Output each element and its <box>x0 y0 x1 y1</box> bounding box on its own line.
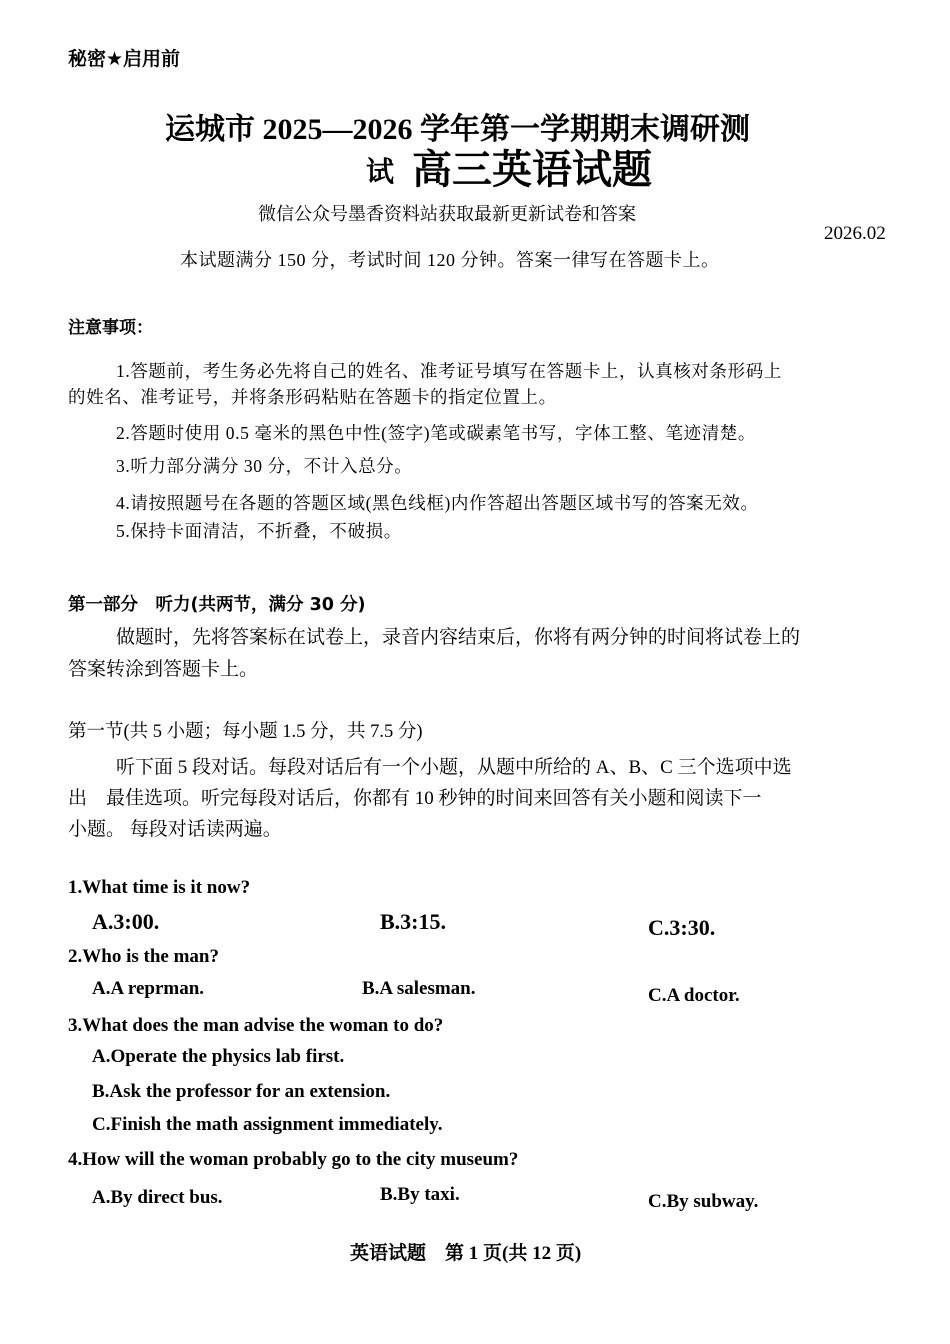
question-1-option-a: A.3:00. <box>92 909 160 934</box>
exam-date: 2026.02 <box>824 223 886 244</box>
part1-heading: 第一部分 听力(共两节，满分 30 分) <box>68 595 366 615</box>
section1-instruction-line-1: 听下面 5 段对话。每段对话后有一个小题，从题中所给的 A、B、C 三个选项中选 <box>116 757 792 778</box>
notice-item-4: 4.请按照题号在各题的答题区域(黑色线框)内作答超出答题区域书写的答案无效。 <box>116 493 759 513</box>
question-4-stem: 4.How will the woman probably go to the city museum? <box>68 1149 519 1170</box>
question-4-option-a: A.By direct bus. <box>92 1187 223 1208</box>
question-3-option-b: B.Ask the professor for an extension. <box>92 1081 391 1102</box>
notice-heading: 注意事项： <box>68 318 153 338</box>
question-2-option-b: B.A salesman. <box>362 978 476 999</box>
part1-intro-line-2: 答案转涂到答题卡上。 <box>68 659 259 680</box>
question-3-stem: 3.What does the man advise the woman to do? <box>68 1015 444 1036</box>
question-3-option-c: C.Finish the math assignment immediately. <box>92 1114 443 1135</box>
question-3-option-a: A.Operate the physics lab first. <box>92 1046 345 1067</box>
question-2-option-a: A.A reprman. <box>92 978 205 999</box>
question-2-stem: 2.Who is the man? <box>68 946 219 967</box>
notice-item-1-line-2: 的姓名、准考证号，并将条形码粘贴在答题卡的指定位置上。 <box>68 387 557 407</box>
watermark-line: 微信公众号墨香资料站获取最新更新试卷和答案 <box>258 204 636 224</box>
question-4-option-b: B.By taxi. <box>380 1184 460 1205</box>
page-footer: 英语试题 第 1 页(共 12 页) <box>350 1243 582 1264</box>
exam-title-line1: 运城市 2025—2026 学年第一学期期末调研测 <box>165 113 750 146</box>
section1-title: 第一节(共 5 小题；每小题 1.5 分，共 7.5 分) <box>68 722 423 742</box>
notice-item-3: 3.听力部分满分 30 分，不计入总分。 <box>116 456 413 476</box>
exam-info: 本试题满分 150 分，考试时间 120 分钟。答案一律写在答题卡上。 <box>180 250 720 270</box>
notice-item-1-line-1: 1.答题前，考生务必先将自己的姓名、准考证号填写在答题卡上，认真核对条形码上 <box>116 361 782 381</box>
part1-intro-line-1: 做题时，先将答案标在试卷上，录音内容结束后，你将有两分钟的时间将试卷上的 <box>116 627 801 648</box>
question-1-option-c: C.3:30. <box>648 915 716 940</box>
exam-title-line2-main: 高三英语试题 <box>412 147 652 192</box>
notice-item-5: 5.保持卡面清洁，不折叠，不破损。 <box>116 521 402 541</box>
notice-item-2: 2.答题时使用 0.5 毫米的黑色中性(签字)笔或碳素笔书写，字体工整、笔迹清楚。 <box>116 423 757 443</box>
question-1-option-b: B.3:15. <box>380 909 446 934</box>
question-4-option-c: C.By subway. <box>648 1191 759 1212</box>
exam-title-line2-prefix: 试 <box>366 157 395 188</box>
question-2-option-c: C.A doctor. <box>648 985 740 1006</box>
secret-mark: 秘密★启用前 <box>68 48 181 70</box>
section1-instruction-line-3: 小题。 每段对话读两遍。 <box>68 819 282 840</box>
question-1-stem: 1.What time is it now? <box>68 877 251 898</box>
section1-instruction-line-2: 出 最佳选项。听完每段对话后，你都有 10 秒钟的时间来回答有关小题和阅读下一 <box>68 788 762 809</box>
